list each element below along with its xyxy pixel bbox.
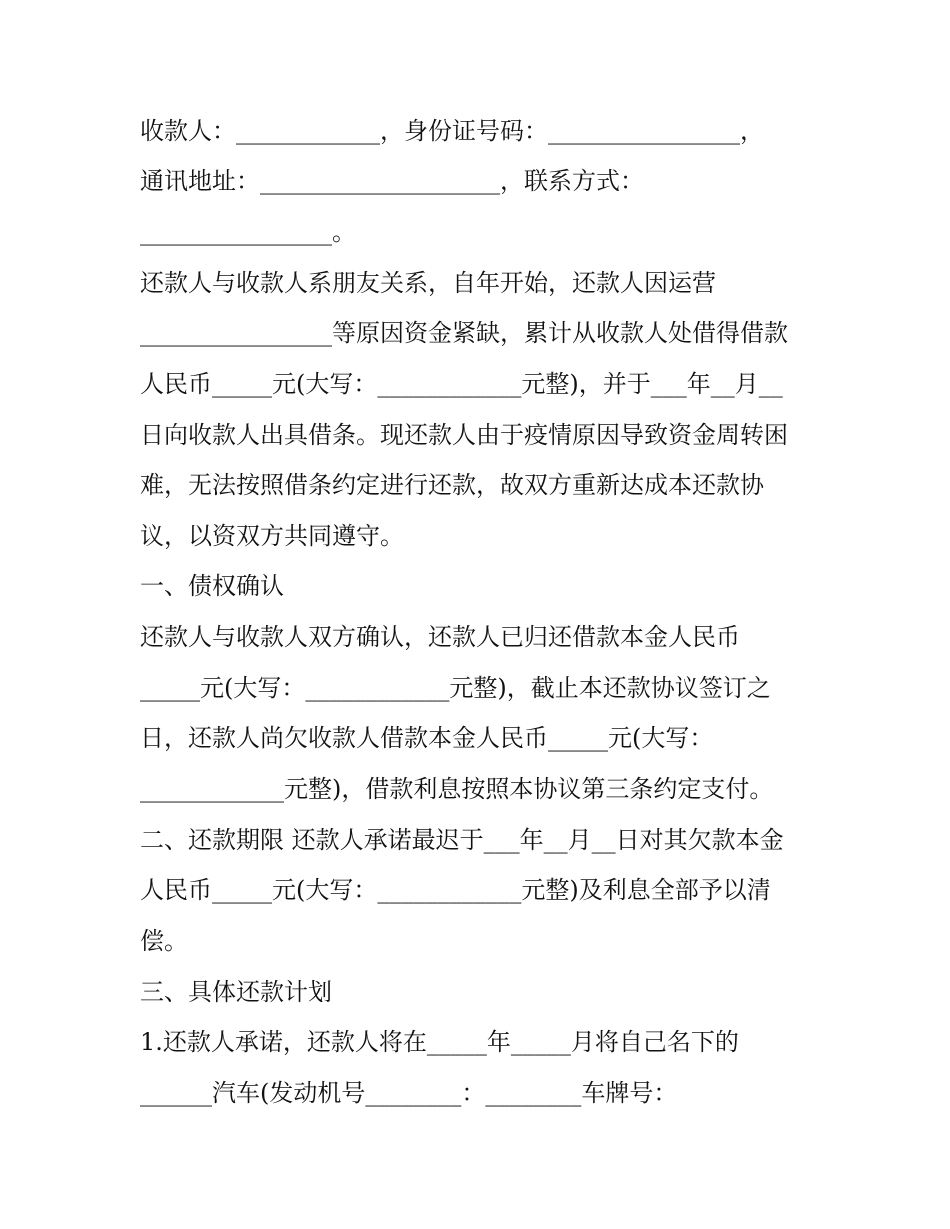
text-line: 人民币_____元(大写：____________元整)，并于___年__月__ (140, 370, 783, 398)
text-line: ________________等原因资金紧缺，累计从收款人处借得借款 (140, 319, 788, 347)
text-line: 收款人：____________，身份证号码：________________， (140, 117, 764, 145)
text-line: ________________。 (140, 218, 356, 246)
section-heading: 三、具体还款计划 (140, 978, 332, 1006)
text-line: _____元(大写：____________元整)，截止本还款协议签订之 (140, 674, 771, 702)
text-line: 偿。 (140, 927, 188, 955)
text-line: 还款人与收款人系朋友关系，自年开始，还款人因运营 (140, 269, 716, 297)
text-line: 难，无法按照借条约定进行还款，故双方重新达成本还款协 (140, 471, 764, 499)
text-line: 日向收款人出具借条。现还款人由于疫情原因导致资金周转困 (140, 421, 788, 449)
text-line: 二、还款期限 还款人承诺最迟于___年__月__日对其欠款本金 (140, 826, 784, 854)
section-heading: 一、债权确认 (140, 572, 284, 600)
text-line: 日，还款人尚欠收款人借款本金人民币_____元(大写： (140, 724, 714, 752)
text-line: ____________元整)，借款利息按照本协议第三条约定支付。 (140, 775, 774, 803)
text-line: 人民币_____元(大写：____________元整)及利息全部予以清 (140, 876, 771, 904)
text-line: 还款人与收款人双方确认，还款人已归还借款本金人民币 (140, 623, 740, 651)
text-line: 1.还款人承诺，还款人将在_____年_____月将自己名下的 (140, 1028, 739, 1056)
text-line: ______汽车(发动机号________：________车牌号： (140, 1079, 678, 1107)
text-line: 通讯地址：____________________，联系方式： (140, 167, 644, 195)
text-line: 议，以资双方共同遵守。 (140, 522, 404, 550)
